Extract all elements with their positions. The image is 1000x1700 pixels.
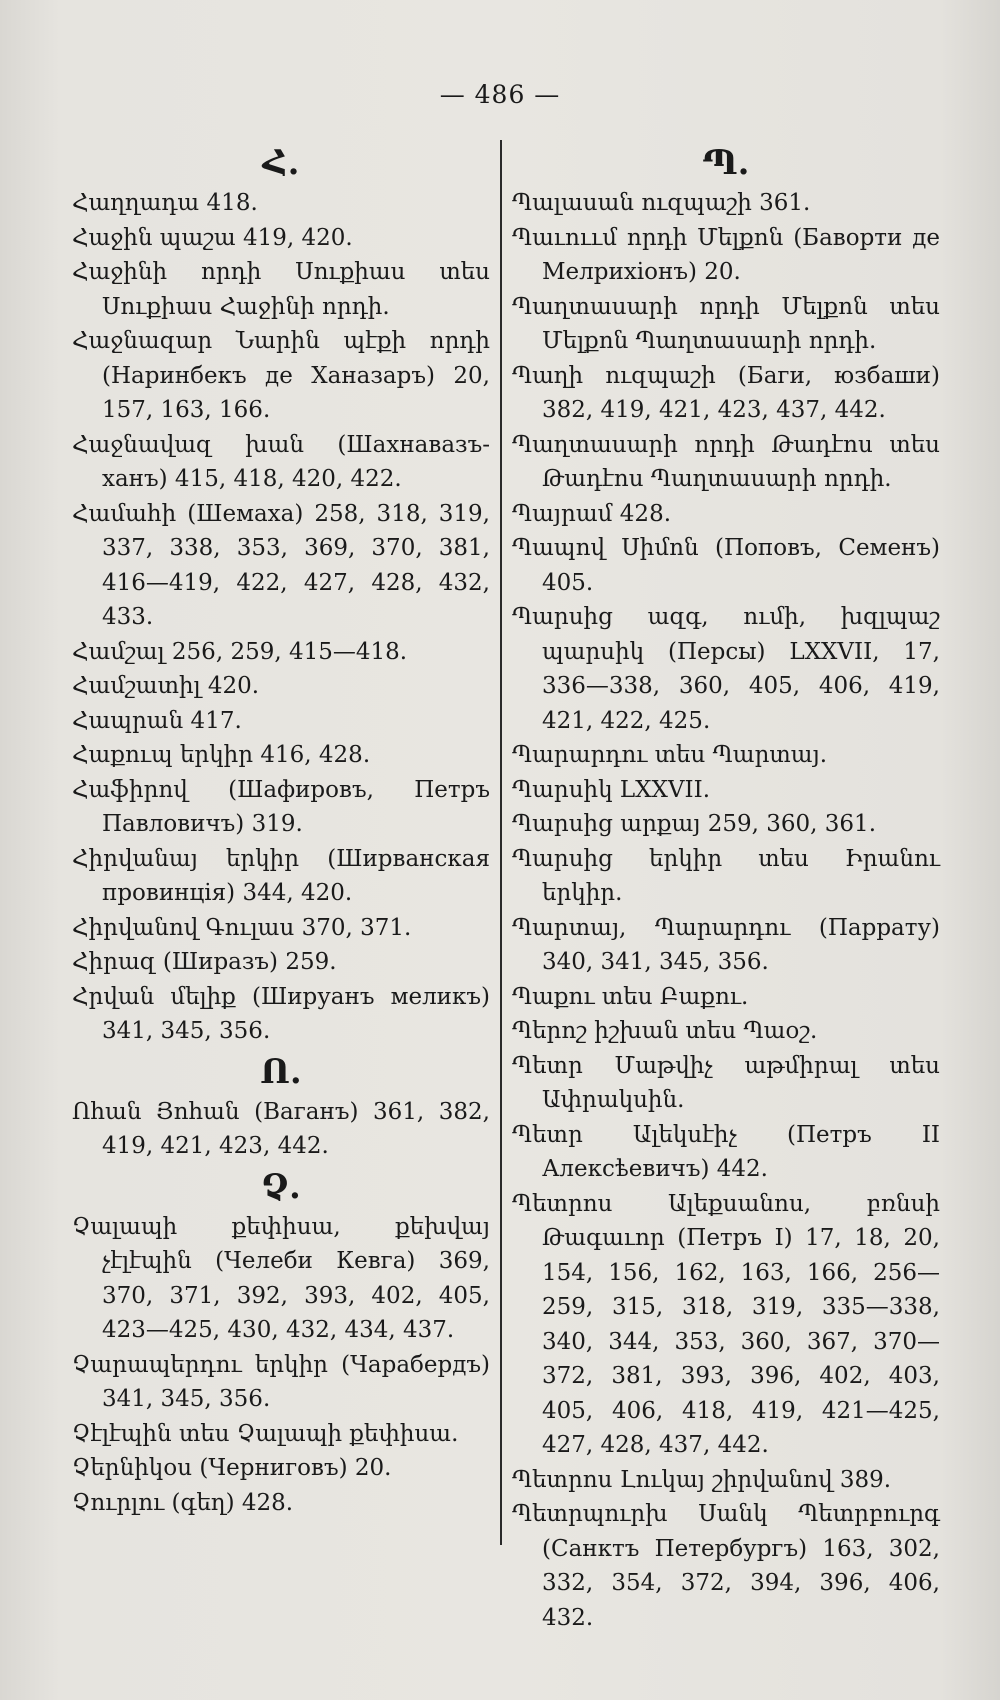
index-entry: Չալապի քեփիսա, քեխվայ չէլէպին (Челеби Кевга) 369, 370, 371, 392, 393, 402, 405, 423—425, 430, 432, 434, 437. xyxy=(72,1213,490,1343)
index-entry-list xyxy=(72,186,490,1049)
index-entry: Հաղղադա 418. xyxy=(72,190,258,216)
index-entry: Հիրազ (Ширазъ) 259. xyxy=(72,949,337,975)
index-entry: Պաւոււմ որդի Մելքոն (Баворти де Мелрихіонъ) 20. xyxy=(512,224,940,285)
index-entry: Հաքուպ երկիր 416, 428. xyxy=(72,742,371,768)
index-entry: Պարսից ազգ, ումի, խզլպաշ պարսիկ (Персы) LXXVII, 17, 336—338, 360, 405, 406, 419, 421, 422, 425. xyxy=(512,604,940,734)
index-entry: Պաղի ուզպաշի (Баги, юзбаши) 382, 419, 421, 423, 437, 442. xyxy=(512,362,940,423)
index-entry: Հապրան 417. xyxy=(72,707,242,734)
index-entry: Հիրվանայ երկիր (Ширванская провинція) 344, 420. xyxy=(72,845,490,906)
section-letter-heading: Պ. xyxy=(702,143,750,183)
index-entry: Հաջին պաշա 419, 420. xyxy=(72,224,353,251)
index-entry: Հիրվանով Գուլաս 370, 371. xyxy=(72,914,412,941)
index-entry: Համշատիլ 420. xyxy=(72,673,260,699)
index-entry-list xyxy=(512,186,940,1635)
section-letter-heading: Չ. xyxy=(261,1166,301,1207)
index-entry: Հաջինի որդի Սուքիաս տես Սուքիաս Հաջինի որդի. xyxy=(72,259,490,320)
index-entry: Պարսից արքայ 259, 360, 361. xyxy=(512,811,877,837)
index-entry: Չերնիկօս (Черниговъ) 20. xyxy=(72,1455,392,1481)
section-letter-heading: Հ. xyxy=(262,143,300,183)
index-entry: Չէլէպին տես Չալապի քեփիսա. xyxy=(72,1420,459,1447)
index-entry: Պալասան ուզպաշի 361. xyxy=(512,190,811,216)
index-entry: Պարտայ, Պարարդու (Паррату) 340, 341, 345, 356. xyxy=(512,914,940,975)
index-entry: Հրվան մելիք (Шируанъ меликъ) 341, 345, 356. xyxy=(72,983,490,1044)
index-entry: Պաղտասարի որդի Թադէոս տես Թադէոս Պաղտասարի որդի. xyxy=(512,431,940,492)
page-number: — 486 — xyxy=(439,80,561,109)
index-entry: Պետր Ալեկսէիչ (Петръ II Алексѣевичъ) 442. xyxy=(512,1121,940,1182)
index-entry-list xyxy=(72,1210,490,1521)
index-entry: Պաղտասարի որդի Մելքոն տես Մելքոն Պաղտասարի որդի. xyxy=(512,293,940,354)
index-entry: Չարապերդու երկիր (Чарабердъ) 341, 345, 356. xyxy=(72,1351,490,1412)
index-entry: Պերոշ իշխան տես Պաօշ. xyxy=(512,1018,818,1044)
index-entry: Համահի (Шемаха) 258, 318, 319, 337, 338, 353, 369, 370, 381, 416—419, 422, 427, 428, 432, 433. xyxy=(72,500,490,630)
index-entry: Ոհան Յոհան (Ваганъ) 361, 382, 419, 421, 423, 442. xyxy=(72,1098,490,1159)
index-entry: Պարսից երկիր տես Իրանու երկիր. xyxy=(512,845,940,906)
index-entry-list xyxy=(72,1095,490,1164)
index-entry: Հաջնազար Նարին պէքի որդի (Наринбекъ де Ханазаръ) 20, 157, 163, 166. xyxy=(72,328,490,423)
index-entry: Պետրպուրխ Սանկ Պետրբուրգ (Санктъ Петербургъ) 163, 302, 332, 354, 372, 394, 396, 406, 432. xyxy=(512,1501,940,1631)
index-entry: Հաջնավազ խան (Шахнавазъ-ханъ) 415, 418, 420, 422. xyxy=(72,431,490,492)
column-divider xyxy=(500,140,502,1545)
index-entry: Պարսիկ LXXVII. xyxy=(512,776,711,803)
index-entry: Չուրլու (գեղ) 428. xyxy=(72,1489,294,1516)
index-entry: Համշալ 256, 259, 415—418. xyxy=(72,638,408,665)
section-letter-heading: Ո. xyxy=(260,1051,302,1092)
right-column xyxy=(512,140,940,1635)
index-entry: Հաֆիրով (Шафировъ, Петръ Павловичъ) 319. xyxy=(72,776,490,837)
index-entry: Պետրոս Լուկայ շիրվանով 389. xyxy=(512,1466,892,1493)
index-entry: Պետր Մաթվիչ աթմիրալ տես Ափրակսին. xyxy=(512,1052,940,1113)
index-entry: Պարարդու տես Պարտայ. xyxy=(512,742,828,768)
index-entry: Պաքու տես Բաքու. xyxy=(512,983,749,1010)
left-column xyxy=(72,140,490,1520)
index-entry: Պայրամ 428. xyxy=(512,500,672,527)
index-entry: Պապով Սիմոն (Поповъ, Семенъ) 405. xyxy=(512,535,940,596)
index-entry: Պետրոս Ալեքսանոս, բռնսի Թագաւոր (Петръ I) 17, 18, 20, 154, 156, 162, 163, 166, 256—259, 315, 318, 319, 335—338, 340, 344, 353, 360, 367, 370—372, 381, 393, 396, 402, 403, 405, 406, 418, 419, 421—425, 427, 428, 437, 442. xyxy=(512,1190,940,1458)
